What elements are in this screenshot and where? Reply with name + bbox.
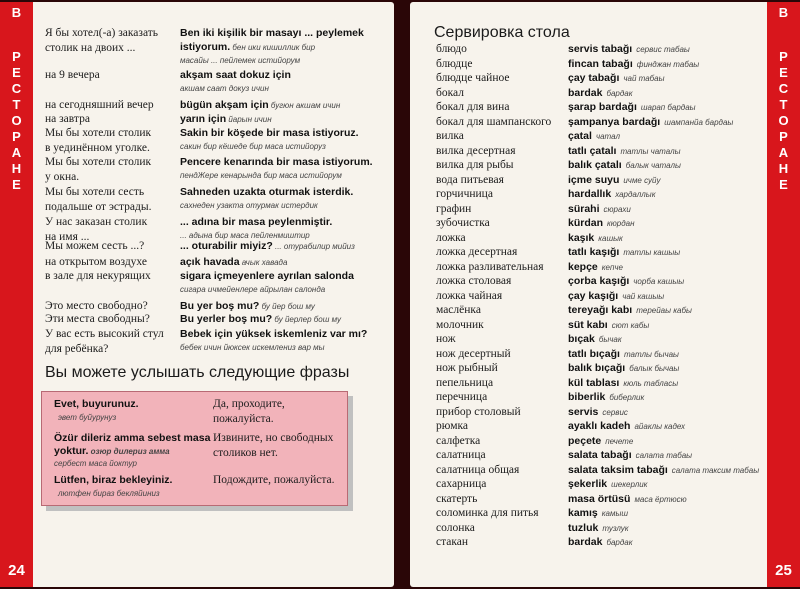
box-pronunciation: озюр дилериз амма (88, 447, 170, 456)
item-russian: ложка разливательная (436, 260, 544, 273)
left-tab-letters (0, 6, 33, 194)
item-russian: ложка столовая (436, 275, 512, 287)
item-pronunciation: салата таксим табаы (671, 465, 760, 475)
phrase-russian: у окна. (45, 171, 80, 183)
tab-letter: Т (12, 97, 21, 112)
item-turkish (568, 333, 622, 346)
phrase-turkish (180, 99, 340, 112)
item-pronunciation: балык чаталы (625, 161, 681, 170)
item-pronunciation: чатал (595, 132, 620, 141)
item-turkish-text: şekerlik (568, 478, 608, 490)
phrase-russian: Мы бы хотели столик (45, 156, 152, 168)
item-turkish-text: bıçak (568, 333, 595, 345)
phrase-pronunciation: ... адына бир маса пейленмиштир (180, 231, 310, 240)
item-turkish (568, 101, 696, 114)
phrase-pronunciation: сакин бир кёшеде бир маса истийоруз (180, 142, 326, 151)
item-turkish (568, 377, 678, 390)
item-russian: рюмка (436, 420, 468, 432)
phrase-pronunciation: ачык хавада (239, 258, 288, 267)
item-pronunciation: бычак (598, 335, 622, 344)
item-turkish (568, 145, 681, 158)
box-russian: пожалуйста. (213, 413, 274, 425)
item-russian: нож (436, 333, 456, 345)
phrase-pronunciation: акшам саат докуз ичин (180, 84, 269, 93)
item-pronunciation: шампанйа бардаы (664, 117, 734, 127)
item-pronunciation: чай кашыы (622, 291, 665, 301)
item-russian: салфетка (436, 434, 481, 447)
phrase-russian: подальше от эстрады. (45, 201, 152, 213)
item-turkish-text: servis tabağı (568, 43, 633, 55)
phrase-russian: в уединённом уголке. (45, 142, 150, 154)
item-turkish-text: şampanya bardağı (568, 115, 661, 128)
phrase-pronunciation: ... отурабилир мийиз (272, 242, 355, 251)
item-turkish (568, 319, 649, 332)
item-russian: блюдце чайное (436, 72, 510, 84)
item-pronunciation: айаклы кадех (634, 422, 685, 431)
right-section-tab (767, 2, 800, 587)
item-turkish-text: tatlı çatalı (568, 144, 617, 157)
phrase-russian: Мы можем сесть ...? (45, 240, 145, 252)
item-turkish-text: kamış (568, 507, 598, 519)
item-russian: ложка десертная (436, 246, 518, 258)
item-turkish-text: çatal (568, 130, 592, 142)
tab-letter: В (11, 5, 22, 20)
item-turkish (568, 420, 685, 433)
right-page (410, 2, 800, 587)
item-turkish (568, 232, 623, 245)
item-russian: ложка (436, 231, 466, 244)
item-turkish-text: bardak (568, 536, 603, 548)
phrase-turkish: Bebek için yüksek iskemleniz var mı? (180, 328, 368, 340)
phrase-pronunciation: сахнеден узакта отурмак истердик (180, 201, 318, 210)
tab-letter: Е (12, 177, 21, 192)
item-russian: блюдо (436, 43, 467, 55)
item-pronunciation: татлы кашыы (623, 248, 681, 257)
item-turkish-text: masa örtüsü (568, 492, 631, 505)
tab-letter: А (11, 145, 22, 160)
item-turkish-text: balık bıçağı (568, 362, 626, 374)
item-turkish-text: süt kabı (568, 318, 608, 331)
item-turkish (568, 391, 644, 404)
item-russian: нож рыбный (436, 362, 498, 374)
item-pronunciation: кашык (598, 233, 623, 243)
phrase-pronunciation: йарын ичин (226, 115, 272, 124)
item-turkish (568, 43, 690, 56)
item-pronunciation: шекерлик (611, 480, 648, 489)
box-russian: столиков нет. (213, 447, 278, 459)
item-turkish-text: servis (568, 405, 599, 418)
item-russian: нож десертный (436, 347, 511, 360)
phrase-russian: Мы бы хотели сесть (45, 186, 145, 198)
item-turkish (568, 362, 679, 375)
item-russian: вода питьевая (436, 173, 504, 186)
item-turkish (568, 507, 628, 520)
item-russian: вилка (436, 130, 464, 142)
tab-letter: В (778, 5, 789, 20)
phrase-turkish-text: açık havada (180, 256, 240, 268)
phrase-pronunciation: бен ики кишиллик бир (230, 43, 316, 52)
item-pronunciation: финджан табаы (636, 59, 700, 69)
item-pronunciation: чорба кашыы (633, 277, 685, 286)
phrase-russian: на сегодняшний вечер (45, 99, 154, 111)
item-turkish-text: bardak (568, 86, 603, 99)
phrase-turkish: akşam saat dokuz için (180, 69, 291, 81)
item-turkish-text: tatlı kaşığı (568, 246, 620, 258)
item-pronunciation: сервис (602, 407, 628, 417)
item-turkish (568, 130, 620, 143)
item-turkish-text: tuzluk (568, 521, 599, 534)
item-turkish-text: balık çatalı (568, 159, 622, 171)
item-russian: скатерть (436, 492, 478, 505)
phrase-russian: У вас есть высокий стул (45, 328, 164, 340)
phrase-pronunciation: сигара ичмейенлере айрылан салонда (180, 285, 326, 294)
left-section-tab (0, 2, 33, 587)
item-turkish-text: tatlı bıçağı (568, 347, 620, 360)
item-turkish (568, 72, 664, 85)
box-turkish-text: yoktur. (54, 445, 89, 457)
item-pronunciation: кепче (601, 262, 623, 272)
item-turkish-text: çay kaşığı (568, 289, 619, 302)
tab-letter: Р (12, 49, 21, 64)
phrase-box (41, 391, 348, 506)
phrase-turkish: Ben iki kişilik bir masayı ... peylemek (180, 27, 364, 39)
item-russian: горчичница (436, 188, 493, 200)
item-russian: перечница (436, 391, 488, 403)
item-turkish-text: hardallık (568, 188, 612, 200)
item-russian: салатница (436, 449, 486, 461)
item-turkish (568, 290, 664, 303)
item-russian: стакан (436, 536, 469, 548)
item-pronunciation: сют кабы (611, 320, 650, 330)
item-turkish (568, 188, 655, 201)
item-turkish (568, 203, 631, 216)
item-turkish-text: kürdan (568, 217, 604, 229)
phrase-turkish (180, 313, 341, 326)
phrase-russian: У нас заказан столик (45, 216, 148, 228)
phrase-russian: на имя ... (45, 231, 90, 243)
item-russian: соломинка для питья (436, 507, 539, 519)
phrase-turkish (180, 300, 315, 313)
page-title: Сервировка стола (434, 24, 570, 41)
phrase-turkish-text: istiyorum. (180, 41, 231, 53)
box-russian: Да, проходите, (213, 398, 285, 410)
box-turkish: Lütfen, biraz bekleyiniz. (54, 474, 173, 486)
item-pronunciation: камыш (601, 509, 629, 518)
item-pronunciation: бардак (606, 538, 633, 547)
phrase-turkish (180, 240, 355, 253)
phrase-russian: в зале для некурящих (45, 270, 151, 282)
item-turkish (568, 87, 632, 100)
phrase-russian: Я бы хотел(-а) заказать (45, 27, 159, 39)
item-turkish (568, 435, 633, 448)
item-turkish (568, 348, 679, 361)
phrase-turkish (180, 41, 315, 54)
item-turkish-text: çay tabağı (568, 72, 620, 84)
box-turkish: Evet, buyurunuz. (54, 398, 139, 410)
box-pronunciation: сербест маса йоктур (54, 459, 137, 468)
item-turkish-text: sürahi (568, 202, 600, 215)
item-russian: зубочистка (436, 217, 490, 229)
tab-letter: Р (779, 49, 788, 64)
phrase-pronunciation: бугюн акшам ичин (268, 101, 341, 110)
phrase-turkish-text: Bu yer boş mu? (180, 300, 260, 312)
item-russian: блюдце (436, 57, 473, 70)
item-pronunciation: терейаы кабы (636, 306, 692, 315)
tab-letter: С (778, 81, 789, 96)
phrase-pronunciation: бу йерлер бош му (272, 315, 341, 324)
item-pronunciation: татлы бычаы (623, 349, 679, 359)
item-russian: бокал для шампанского (436, 115, 552, 128)
item-turkish (568, 406, 628, 419)
item-pronunciation: биберлик (609, 393, 645, 402)
phrase-pronunciation: бу йер бош му (259, 302, 315, 311)
item-pronunciation: бардак (606, 88, 633, 98)
item-russian: пепельница (436, 376, 494, 389)
phrase-turkish: Sahneden uzakta oturmak isterdik. (180, 186, 354, 198)
item-turkish-text: salata taksim tabağı (568, 463, 668, 476)
item-turkish (568, 304, 692, 317)
tab-letter: Е (779, 65, 788, 80)
item-pronunciation: кюль табласы (623, 378, 679, 388)
item-turkish-text: fincan tabağı (568, 57, 633, 70)
tab-letter: Р (12, 129, 21, 144)
item-pronunciation: сюрахи (603, 204, 631, 214)
item-turkish (568, 261, 623, 274)
box-russian: Извините, но свободных (213, 432, 334, 444)
tab-letter: Е (12, 65, 21, 80)
item-pronunciation: маса ёртюсю (634, 494, 687, 504)
phrase-russian: Это место свободно? (45, 300, 148, 312)
phrase-turkish: ... adına bir masa peylenmiştir. (180, 216, 333, 228)
tab-letter: О (11, 113, 22, 128)
phrase-turkish: Sakin bir köşede bir masa istiyoruz. (180, 127, 359, 139)
item-turkish (568, 478, 647, 491)
item-russian: маслёнка (436, 304, 481, 316)
item-turkish (568, 536, 632, 549)
item-pronunciation: балык бычаы (629, 364, 680, 373)
item-russian: солонка (436, 521, 475, 534)
right-page-number: 25 (775, 562, 792, 579)
tab-letter: Н (11, 161, 22, 176)
phrase-turkish-text: yarın için (180, 113, 227, 125)
item-russian: прибор столовый (436, 405, 521, 418)
item-turkish (568, 522, 629, 535)
item-turkish (568, 275, 684, 288)
phrase-russian: на открытом воздухе (45, 256, 147, 268)
item-pronunciation: сервис табаы (636, 45, 690, 54)
item-pronunciation: ичме суйу (623, 175, 661, 185)
section-title: Вы можете услышать следующие фразы (45, 364, 350, 381)
phrase-turkish-text: bügün akşam için (180, 99, 269, 111)
item-russian: бокал для вина (436, 101, 510, 113)
box-pronunciation: эвет буйурунуз (58, 413, 117, 422)
phrase-russian: для ребёнка? (45, 343, 109, 355)
left-page (0, 2, 394, 587)
item-pronunciation: тузлук (602, 523, 629, 533)
item-turkish (568, 493, 687, 506)
item-turkish-text: şarap bardağı (568, 101, 637, 113)
phrase-russian: на завтра (45, 113, 90, 125)
phrase-russian: на 9 вечера (45, 69, 100, 81)
phrase-turkish-text: Bu yerler boş mu? (180, 313, 273, 325)
item-turkish (568, 159, 681, 172)
phrase-pronunciation: бебек ичин йюксек искемлениз вар мы (180, 343, 325, 352)
item-turkish (568, 116, 733, 129)
item-russian: ложка чайная (436, 289, 503, 302)
item-russian: молочник (436, 318, 484, 331)
item-russian: бокал (436, 86, 464, 99)
item-turkish-text: salata tabağı (568, 449, 632, 461)
item-russian: салатница общая (436, 463, 520, 476)
phrase-turkish (180, 113, 272, 126)
item-turkish (568, 449, 692, 462)
item-turkish-text: içme suyu (568, 173, 620, 186)
tab-letter: Е (779, 177, 788, 192)
box-turkish: Özür dileriz amma sebest masa (54, 432, 211, 444)
phrase-turkish: sigara içmeyenlere ayrılan salonda (180, 270, 354, 282)
item-turkish-text: biberlik (568, 391, 606, 403)
item-turkish-text: peçete (568, 434, 602, 447)
item-turkish-text: tereyağı kabı (568, 304, 633, 316)
item-turkish-text: kül tablası (568, 376, 620, 389)
tab-letter: Н (778, 161, 789, 176)
item-pronunciation: печете (605, 436, 634, 446)
item-russian: вилка для рыбы (436, 159, 514, 171)
item-turkish-text: çorba kaşığı (568, 275, 630, 287)
phrase-russian: Эти места свободны? (45, 313, 150, 325)
phrase-turkish: Pencere kenarında bir masa istiyorum. (180, 156, 373, 168)
tab-letter: С (11, 81, 22, 96)
phrase-turkish-text: ... oturabilir miyiz? (180, 240, 273, 252)
item-turkish (568, 246, 680, 259)
item-turkish (568, 217, 635, 230)
right-tab-letters (767, 6, 800, 194)
item-pronunciation: кюрдан (607, 219, 635, 228)
item-pronunciation: хардаллык (615, 190, 656, 199)
item-pronunciation: татлы чаталы (620, 146, 681, 156)
phrase-turkish (180, 256, 287, 269)
box-turkish (54, 445, 170, 458)
tab-letter: А (778, 145, 789, 160)
item-turkish (568, 58, 699, 71)
phrase-pronunciation: масайы ... пейлемек истийорум (180, 56, 301, 65)
phrase-russian: столик на двоих ... (45, 42, 136, 54)
tab-letter: Т (779, 97, 788, 112)
item-russian: вилка десертная (436, 144, 516, 157)
item-turkish-text: kaşık (568, 231, 595, 244)
left-page-number: 24 (8, 562, 25, 579)
item-turkish (568, 464, 759, 477)
item-pronunciation: шарап бардаы (640, 103, 696, 112)
box-russian: Подождите, пожалуйста. (213, 474, 335, 486)
box-pronunciation: лютфен бираз бекляйиниз (58, 489, 160, 498)
item-pronunciation: чай табаы (623, 74, 665, 83)
item-turkish-text: ayaklı kadeh (568, 420, 631, 432)
item-russian: графин (436, 202, 472, 215)
item-turkish (568, 174, 660, 187)
item-turkish-text: kepçe (568, 260, 598, 273)
item-pronunciation: салата табаы (635, 451, 693, 460)
phrase-pronunciation: пендЖере кенарында бир маса истийорум (180, 171, 342, 180)
tab-letter: О (778, 113, 789, 128)
tab-letter: Р (779, 129, 788, 144)
item-russian: сахарница (436, 478, 487, 490)
phrase-russian: Мы бы хотели столик (45, 127, 152, 139)
